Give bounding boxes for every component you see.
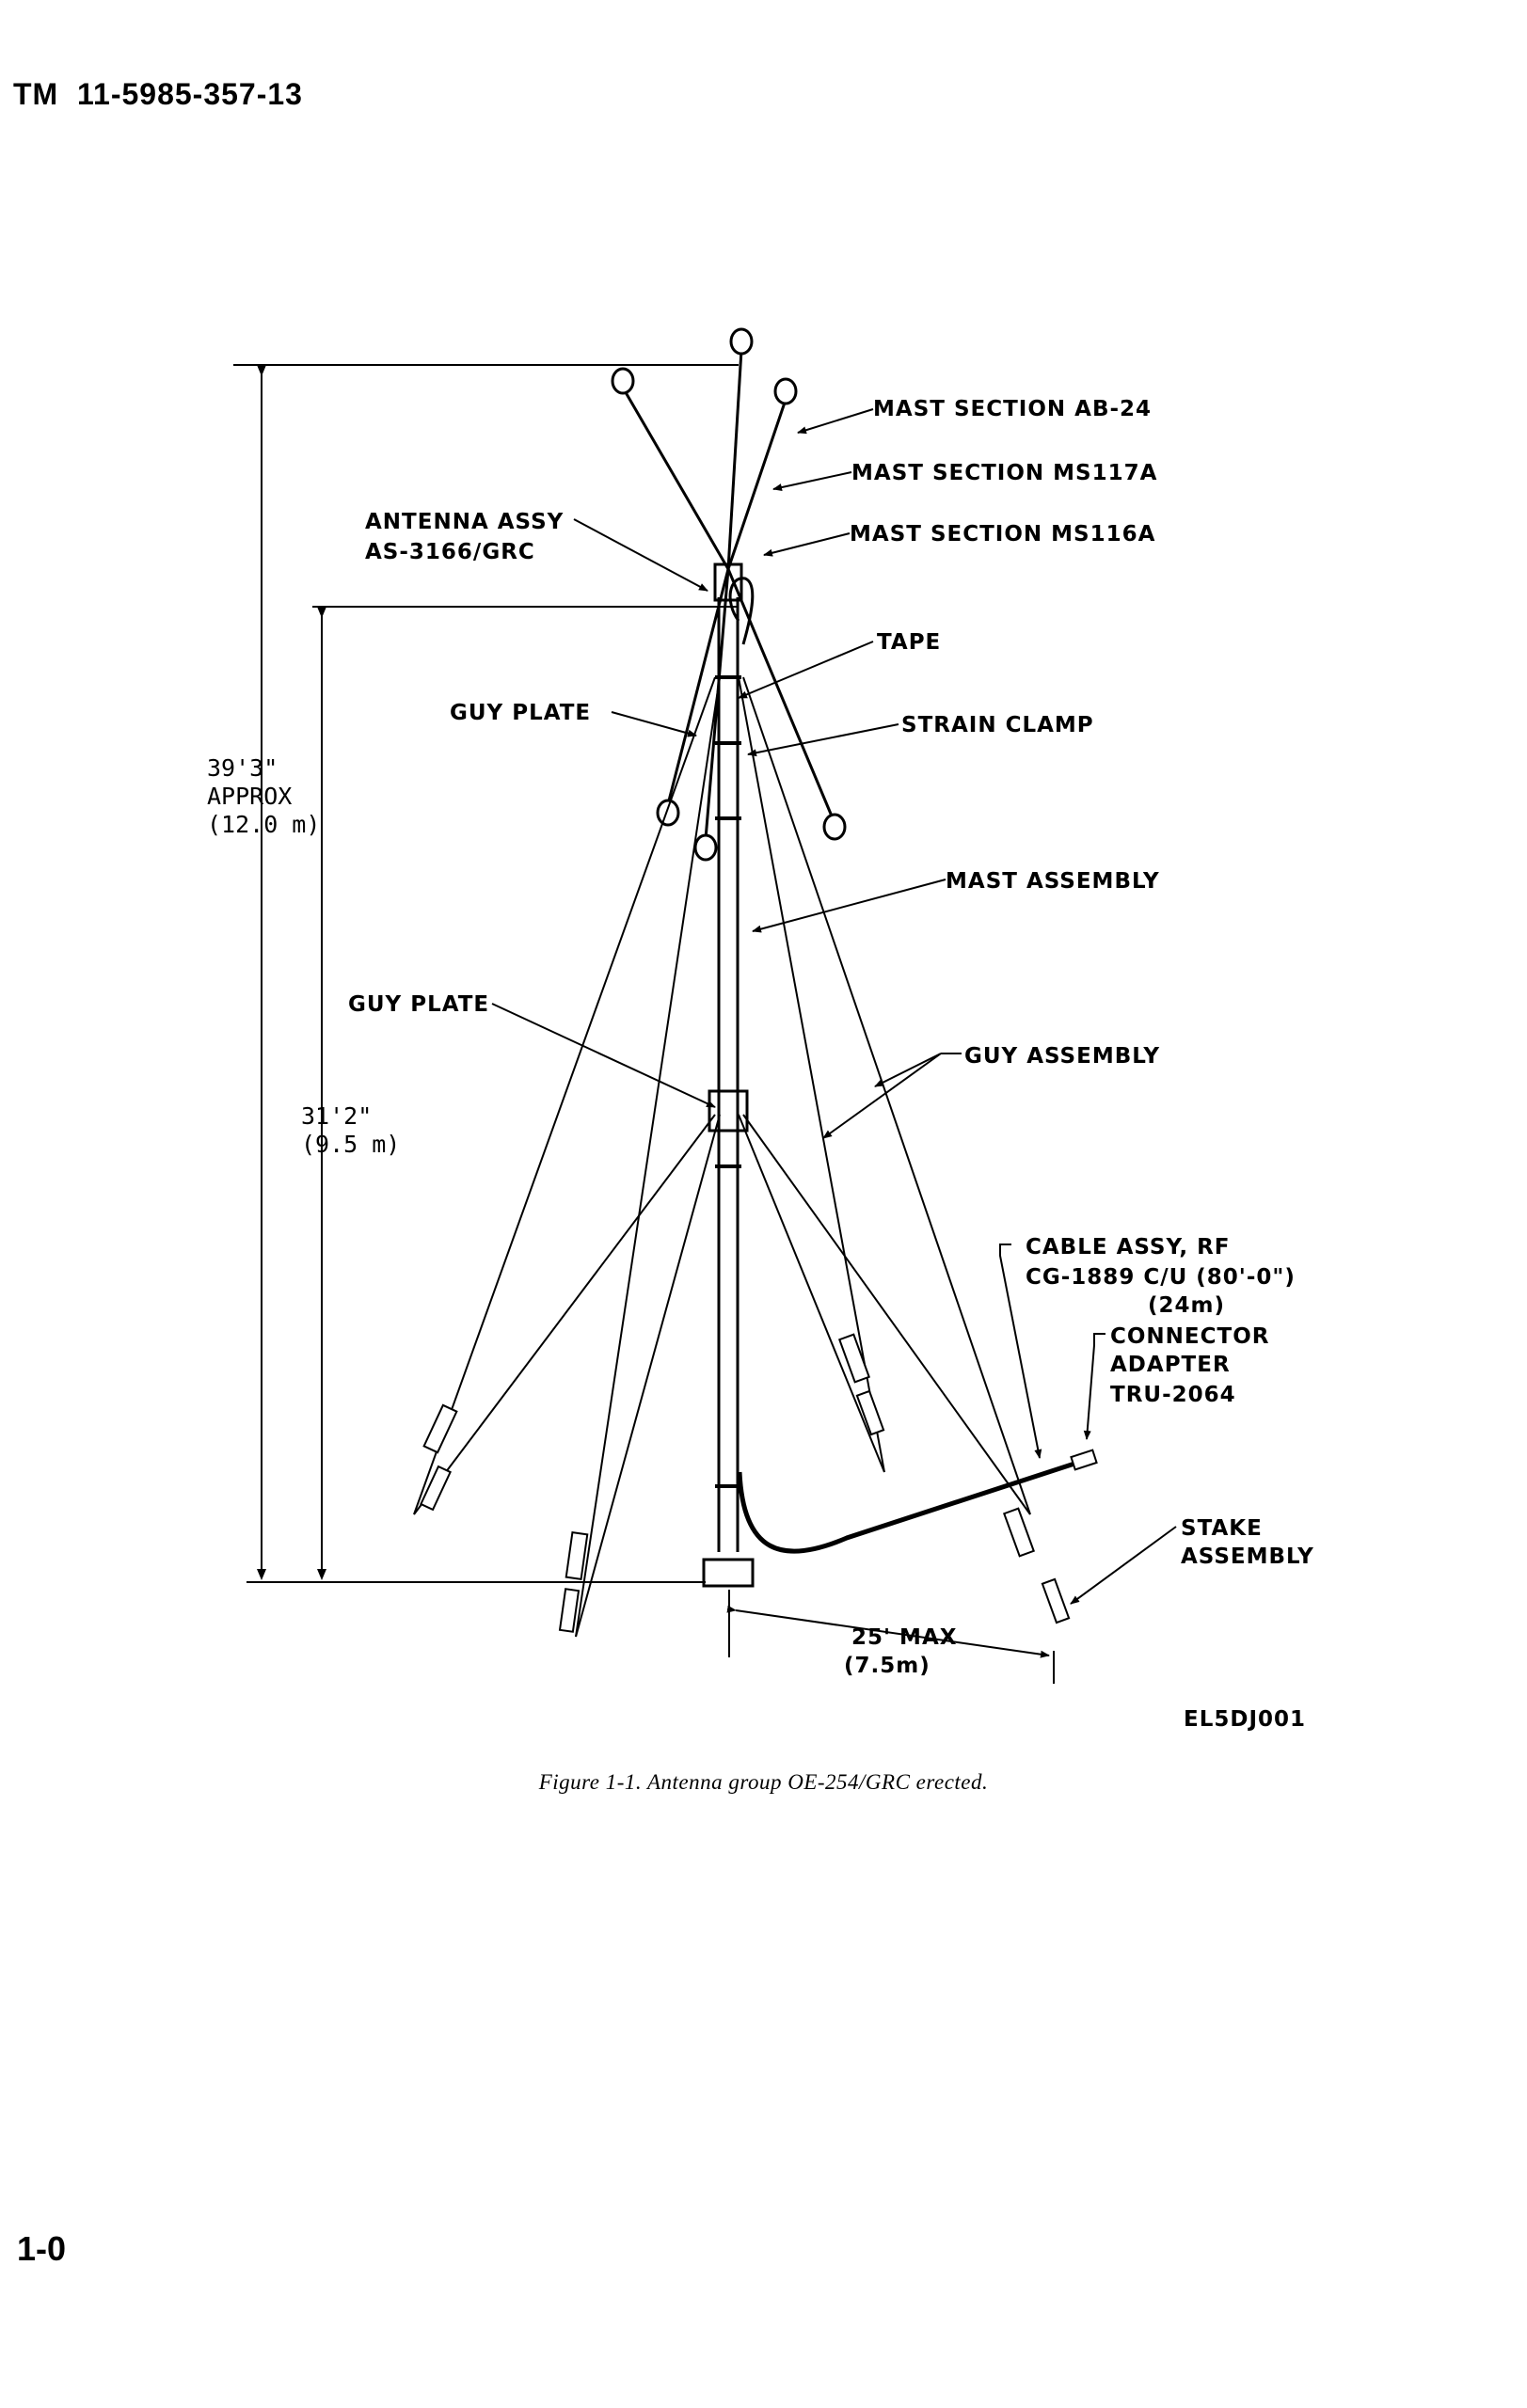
label-antenna-assy: ANTENNA ASSY — [365, 510, 565, 534]
callouts — [207, 397, 1314, 1732]
dimension-total-metric: (12.0 m) — [207, 811, 321, 838]
label-mast-ms117a: MAST SECTION MS117A — [851, 461, 1158, 485]
label-connector-model: TRU-2064 — [1110, 1383, 1236, 1407]
guy-assemblies — [414, 677, 1030, 1637]
antenna-elements — [612, 329, 845, 860]
leader-lines — [492, 409, 1176, 1604]
label-guy-plate-upper: GUY PLATE — [450, 701, 592, 725]
label-guy-plate-lower: GUY PLATE — [348, 992, 490, 1017]
label-mast-ms116a: MAST SECTION MS116A — [850, 522, 1156, 547]
figure-code: EL5DJ001 — [1184, 1707, 1307, 1732]
label-connector: CONNECTOR — [1110, 1324, 1270, 1349]
label-cable-length: (24m) — [1148, 1293, 1225, 1318]
label-antenna-assy-model: AS-3166/GRC — [365, 540, 535, 564]
label-strain-clamp: STRAIN CLAMP — [901, 713, 1094, 737]
dimension-lines — [233, 365, 1054, 1684]
label-connector-adapter: ADAPTER — [1110, 1353, 1231, 1377]
dimension-lower-height: 31'2" — [301, 1102, 373, 1130]
label-mast-assembly: MAST ASSEMBLY — [946, 869, 1160, 894]
rf-cable — [740, 1450, 1097, 1552]
label-mast-ab24: MAST SECTION AB-24 — [873, 397, 1153, 421]
label-cable-assy: CABLE ASSY, RF — [1026, 1235, 1231, 1259]
figure-caption: Figure 1-1. Antenna group OE-254/GRC erected. — [538, 1770, 989, 1794]
dimension-total-height: 39'3" — [207, 754, 278, 782]
dimension-radius: 25' MAX — [851, 1625, 958, 1650]
document-number: TM 11-5985-357-13 — [13, 77, 303, 111]
label-cable-model: CG-1889 C/U (80'-0") — [1026, 1265, 1296, 1290]
dimension-lower-metric: (9.5 m) — [301, 1131, 401, 1158]
dimension-total-approx: APPROX — [207, 783, 293, 810]
label-stake: STAKE — [1181, 1516, 1263, 1541]
label-tape: TAPE — [877, 630, 942, 655]
page-number: 1-0 — [17, 2229, 67, 2268]
dimension-radius-metric: (7.5m) — [844, 1654, 931, 1678]
label-stake-assembly: ASSEMBLY — [1181, 1545, 1314, 1569]
label-guy-assembly: GUY ASSEMBLY — [964, 1044, 1160, 1069]
